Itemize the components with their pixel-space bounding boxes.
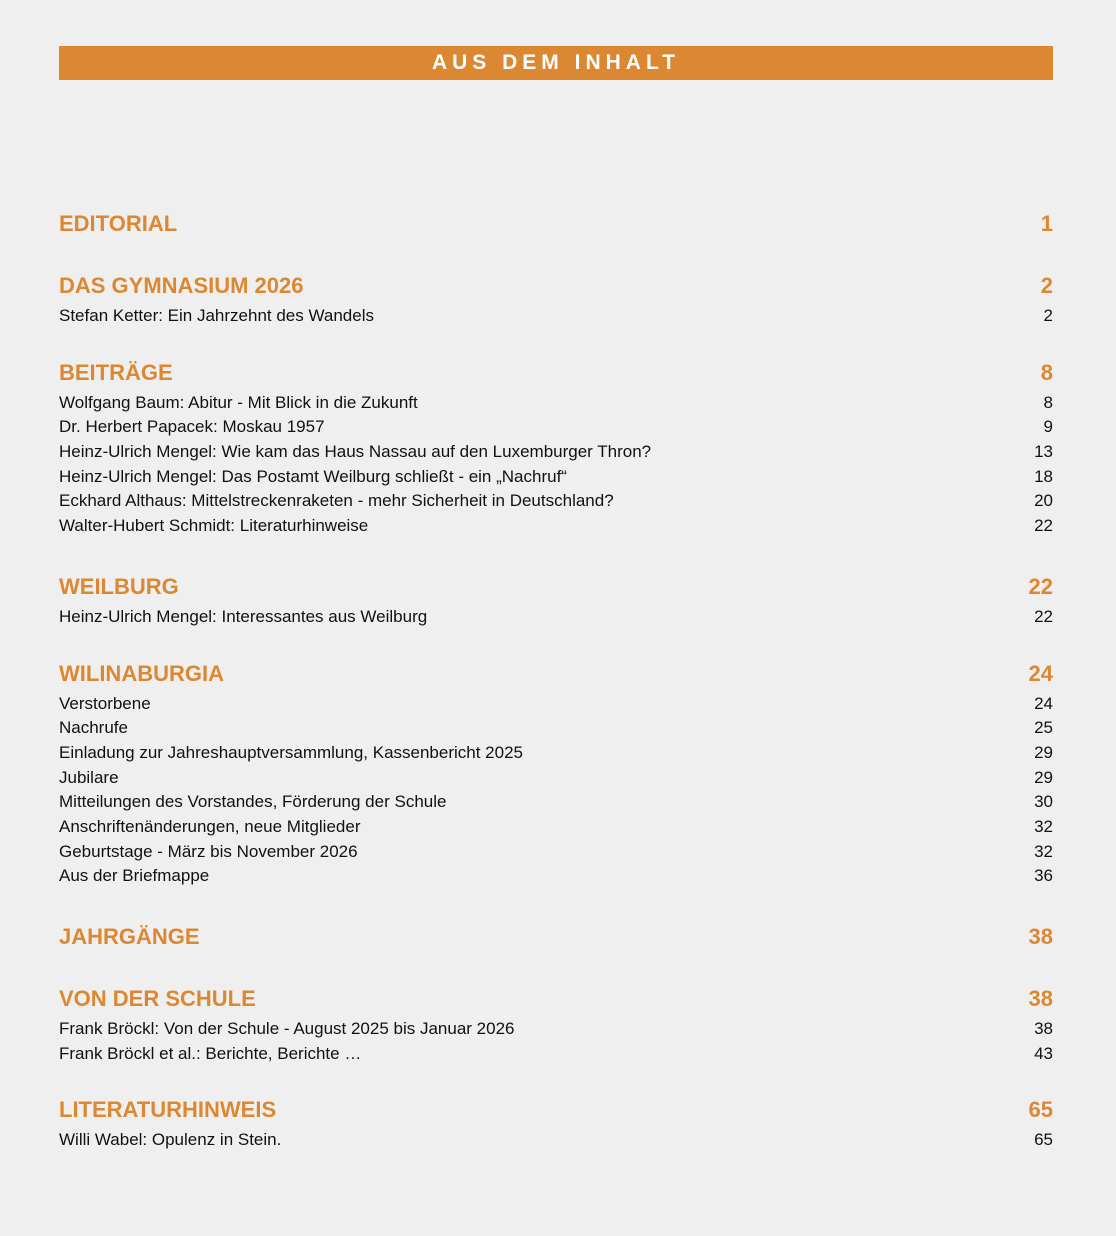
table-of-contents	[59, 206, 1053, 1153]
toc-section	[59, 206, 1053, 242]
entry-title: Eckhard Althaus: Mittelstreckenraketen - mehr Sicherheit in Deutschland?	[59, 491, 614, 511]
section-heading[interactable]	[59, 569, 1053, 605]
toc-entry[interactable]	[59, 1128, 1053, 1153]
toc-section	[59, 656, 1053, 890]
entry-page-number: 25	[1034, 718, 1053, 738]
entry-title: Aus der Briefmappe	[59, 866, 210, 886]
entry-title: Jubilare	[59, 767, 119, 787]
toc-entry[interactable]	[59, 815, 1053, 840]
section-heading[interactable]	[59, 656, 1053, 692]
section-heading[interactable]	[59, 268, 1053, 304]
section-page-number: 1	[1040, 211, 1053, 236]
toc-entry[interactable]	[59, 766, 1053, 791]
entry-title: Stefan Ketter: Ein Jahrzehnt des Wandels	[59, 306, 374, 325]
entry-page-number: 65	[1034, 1130, 1053, 1150]
toc-entry[interactable]	[59, 440, 1053, 465]
section-title: WILINABURGIA	[59, 660, 224, 686]
entry-title: Nachrufe	[59, 718, 128, 738]
entry-page-number: 2	[1043, 306, 1053, 325]
toc-entry[interactable]	[59, 391, 1053, 416]
entry-page-number: 13	[1034, 442, 1053, 462]
entry-title: Walter-Hubert Schmidt: Literaturhinweise	[59, 516, 369, 536]
section-title: WEILBURG	[59, 573, 179, 599]
toc-entry[interactable]	[59, 790, 1053, 815]
entry-title: Wolfgang Baum: Abitur - Mit Blick in die Zukunft	[59, 392, 418, 412]
entry-page-number: 29	[1034, 767, 1053, 787]
section-page-number: 24	[1028, 660, 1053, 686]
toc-entry[interactable]	[59, 1017, 1053, 1042]
entry-page-number: 43	[1034, 1043, 1053, 1063]
section-page-number: 8	[1040, 359, 1053, 385]
entry-page-number: 29	[1034, 742, 1053, 762]
toc-entry[interactable]	[59, 864, 1053, 889]
entry-title: Heinz-Ulrich Mengel: Wie kam das Haus Nassau auf den Luxemburger Thron?	[59, 442, 652, 462]
entry-title: Verstorbene	[59, 693, 151, 713]
entry-page-number: 9	[1043, 417, 1053, 437]
toc-entry[interactable]	[59, 514, 1053, 539]
toc-section	[59, 569, 1053, 630]
entry-page-number: 38	[1034, 1019, 1053, 1038]
section-title: LITERATURHINWEIS	[59, 1097, 277, 1123]
entry-title: Einladung zur Jahreshauptversammlung, Kassenbericht 2025	[59, 742, 523, 762]
toc-section	[59, 268, 1053, 329]
entry-page-number: 18	[1034, 466, 1053, 486]
toc-section	[59, 981, 1053, 1066]
toc-section	[59, 355, 1053, 539]
toc-banner: AUS DEM INHALT	[59, 46, 1053, 80]
section-title: VON DER SCHULE	[59, 986, 256, 1011]
entry-page-number: 24	[1034, 693, 1053, 713]
section-title: JAHRGÄNGE	[59, 924, 200, 949]
toc-entry[interactable]	[59, 415, 1053, 440]
toc-section	[59, 1092, 1053, 1153]
entry-page-number: 36	[1034, 866, 1053, 886]
section-page-number: 22	[1028, 573, 1053, 599]
section-heading[interactable]	[59, 981, 1053, 1017]
entry-title: Frank Bröckl: Von der Schule - August 2025 bis Januar 2026	[59, 1019, 515, 1038]
entry-page-number: 20	[1034, 491, 1053, 511]
entry-title: Frank Bröckl et al.: Berichte, Berichte …	[59, 1043, 362, 1063]
entry-page-number: 32	[1034, 841, 1053, 861]
entry-page-number: 22	[1034, 606, 1053, 626]
toc-entry[interactable]	[59, 741, 1053, 766]
toc-entry[interactable]	[59, 716, 1053, 741]
entry-title: Dr. Herbert Papacek: Moskau 1957	[59, 417, 325, 437]
toc-entry[interactable]	[59, 465, 1053, 490]
entry-page-number: 8	[1043, 392, 1053, 412]
entry-title: Mitteilungen des Vorstandes, Förderung der Schule	[59, 792, 447, 812]
toc-section	[59, 919, 1053, 955]
section-page-number: 38	[1028, 986, 1053, 1011]
entry-page-number: 32	[1034, 816, 1053, 836]
section-page-number: 38	[1028, 924, 1053, 949]
section-heading[interactable]	[59, 1092, 1053, 1128]
toc-entry[interactable]	[59, 605, 1053, 630]
toc-entry[interactable]	[59, 840, 1053, 865]
toc-entry[interactable]	[59, 489, 1053, 514]
section-title: DAS GYMNASIUM 2026	[59, 273, 304, 298]
entry-title: Anschriftenänderungen, neue Mitglieder	[59, 816, 361, 836]
section-heading[interactable]	[59, 355, 1053, 391]
toc-entry[interactable]	[59, 304, 1053, 329]
entry-page-number: 30	[1034, 792, 1053, 812]
entry-title: Geburtstage - März bis November 2026	[59, 841, 358, 861]
section-title: EDITORIAL	[59, 211, 178, 236]
toc-entry[interactable]	[59, 1042, 1053, 1067]
section-heading[interactable]	[59, 206, 1053, 242]
section-heading[interactable]	[59, 919, 1053, 955]
entry-title: Heinz-Ulrich Mengel: Das Postamt Weilburg schließt - ein „Nachruf“	[59, 466, 567, 486]
section-page-number: 65	[1028, 1097, 1053, 1123]
section-page-number: 2	[1040, 273, 1053, 298]
section-title: BEITRÄGE	[59, 359, 173, 385]
entry-title: Willi Wabel: Opulenz in Stein.	[59, 1130, 282, 1150]
entry-title: Heinz-Ulrich Mengel: Interessantes aus Weilburg	[59, 606, 428, 626]
entry-page-number: 22	[1034, 516, 1053, 536]
toc-entry[interactable]	[59, 692, 1053, 717]
